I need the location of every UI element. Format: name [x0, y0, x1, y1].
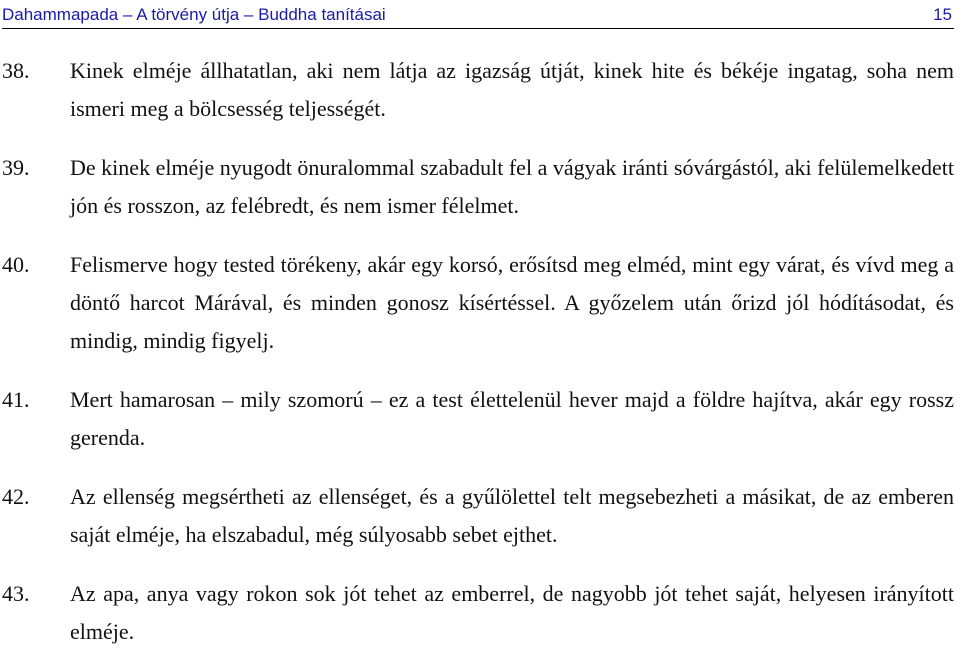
verse-text: De kinek elméje nyugodt önuralommal szabadult fel a vágyak iránti sóvárgástól, aki felülemelkedett jón és rosszon, az felébredt, és nem ismer félelmet.	[70, 155, 954, 218]
verse-39	[2, 149, 954, 225]
page-number: 15	[933, 5, 952, 24]
verse-38	[2, 52, 954, 128]
verse-list	[2, 52, 954, 672]
running-header	[2, 2, 954, 29]
verse-text: Mert hamarosan – mily szomorú – ez a test élettelenül hever majd a földre hajítva, akár egy rossz gerenda.	[70, 387, 954, 450]
verse-43	[2, 575, 954, 651]
verse-number: 39.	[2, 155, 30, 180]
header-title: Dahammapada – A törvény útja – Buddha tanításai	[2, 5, 386, 24]
verse-number: 40.	[2, 252, 30, 277]
verse-42	[2, 478, 954, 554]
verse-number: 38.	[2, 58, 30, 83]
verse-number: 41.	[2, 387, 30, 412]
verse-text: Az apa, anya vagy rokon sok jót tehet az emberrel, de nagyobb jót tehet saját, helyesen irányított elméje.	[70, 581, 954, 644]
verse-41	[2, 381, 954, 457]
verse-text: Kinek elméje állhatatlan, aki nem látja az igazság útját, kinek hite és békéje ingatag, soha nem ismeri meg a bölcsesség teljességét.	[70, 58, 954, 121]
verse-number: 43.	[2, 581, 30, 606]
verse-text: Az ellenség megsértheti az ellenséget, és a gyűlölettel telt megsebezheti a másikat, de az emberen saját elméje, ha elszabadul, még súlyosabb sebet ejthet.	[70, 484, 954, 547]
verse-number: 42.	[2, 484, 30, 509]
verse-40	[2, 246, 954, 360]
verse-text: Felismerve hogy tested törékeny, akár egy korsó, erősítsd meg elméd, mint egy várat, és vívd meg a döntő harcot Márával, és minden gonosz kísértéssel. A győzelem után őrizd jól hódításodat, és mindig, mindig figyelj.	[70, 252, 954, 353]
